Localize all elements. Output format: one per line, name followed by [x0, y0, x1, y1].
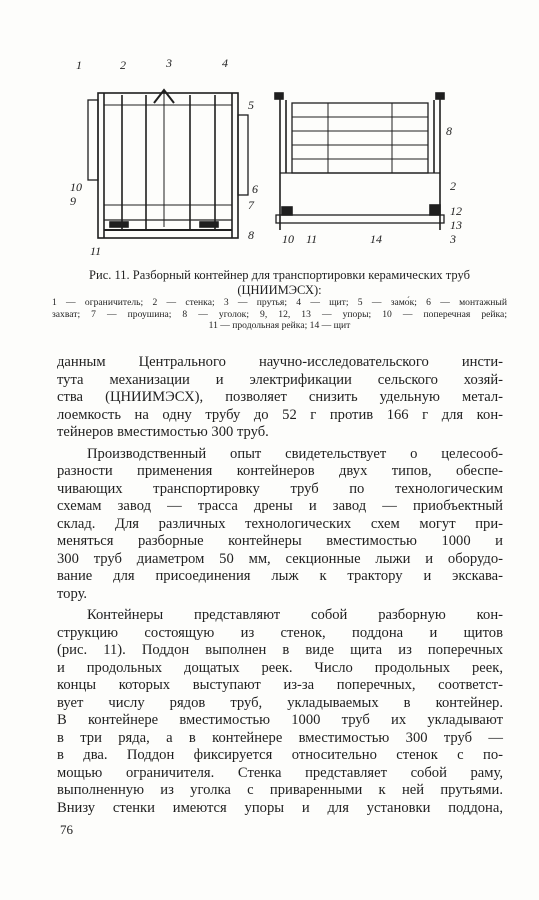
body-line: тута механизации и электрификации сельского хозяй-: [57, 371, 503, 388]
figure-callouts: [70, 56, 462, 258]
page-number: 76: [60, 822, 73, 837]
body-line: вует числу рядов труб, укладываемых в контейнер.: [57, 694, 503, 711]
body-line: склад. Для различных технологических схем могут при-: [57, 515, 503, 532]
body-line: данным Центрального научно-исследовательского инсти-: [57, 354, 503, 370]
figure-caption: Рис. 11. Разборный контейнер для транспортировки керамических труб (ЦНИИМЭСХ):: [89, 268, 470, 297]
callout-10: 7: [248, 198, 254, 212]
container-figure: [70, 55, 490, 265]
body-line: концы которых выступают из-за поперечных, соответст-: [57, 677, 503, 693]
body-line: чивающих транспортировку труб по технологическим: [57, 480, 503, 497]
body-line: тору.: [57, 585, 88, 602]
callout-7: 4: [222, 56, 228, 70]
callout-8-right: 8: [446, 124, 452, 138]
body-text: [57, 354, 503, 817]
callout-2-right: 2: [450, 179, 456, 193]
callout-4: 1: [76, 58, 82, 72]
callout-9: 6: [252, 182, 258, 196]
callout-2: 9: [70, 194, 76, 208]
callout-10-right: 10: [282, 232, 294, 246]
body-line: Контейнеры представляют собой разборную кон-: [87, 607, 503, 623]
body-line: выполненную из уголка с приваренными к ней прутьями.: [57, 782, 503, 798]
body-line: В контейнере вместимостью 1000 труб их укладывают: [57, 712, 503, 728]
body-line: Производственный опыт свидетельствует о целесооб-: [87, 445, 503, 462]
body-line: Внизу стенки имеются упоры и для установки поддона,: [57, 799, 503, 816]
figure-legend: [52, 297, 507, 332]
body-line: меняться разборные контейнеры вместимостью 1000 и: [57, 533, 503, 549]
callout-14: 14: [370, 232, 382, 246]
callout-6: 3: [166, 56, 172, 70]
body-line: струкцию состоящую из стенок, поддона и щитов: [57, 624, 503, 641]
body-line: и продольных дощатых реек. Число продольных реек,: [57, 659, 503, 676]
body-line: в два. Поддон фиксируется относительно стенок с по-: [57, 747, 503, 763]
body-line: лоемкость на одну трубу до 52 г против 166 г для кон-: [57, 406, 503, 423]
legend-line: 11 — продольная рейка; 14 — щит: [208, 320, 351, 331]
legend-line: захват; 7 — проушина; 8 — уголок; 9, 12, 13 — упоры; 10 — поперечная рейка;: [52, 308, 507, 320]
callout-1: 11: [90, 244, 102, 258]
legend-line: 1 — ограничитель; 2 — стенка; 3 — прутья; 4 — щит; 5 — замо́к; 6 — монтажный: [52, 297, 507, 308]
container-drawing: [70, 55, 490, 265]
body-line: ства (ЦНИИМЭСХ), позволяет снизить удельную метал-: [57, 389, 503, 405]
callout-11: 8: [248, 228, 254, 242]
callout-12: 12: [450, 204, 462, 218]
body-line: схемам завод — трасса дрены и завод — приобъектный: [57, 498, 503, 514]
body-line: в три ряда, а в контейнере вместимостью 300 труб —: [57, 729, 503, 746]
body-line: тейнеров вместимостью 300 труб.: [57, 424, 269, 440]
callout-11-right: 11: [306, 232, 318, 246]
callout-5: 2: [120, 58, 126, 72]
callout-3-right: 3: [450, 232, 456, 246]
body-line: разности применения контейнеров двух типов, обеспе-: [57, 463, 503, 479]
callout-8: 5: [248, 98, 254, 112]
body-line: мощью ограничителя. Стенка представляет собой раму,: [57, 764, 503, 781]
body-line: 300 труб диаметром 50 мм, секционные лыжи и оборудо-: [57, 550, 503, 567]
left-frame: [98, 93, 238, 238]
body-line: (рис. 11). Поддон выполнен в виде щита из поперечных: [57, 642, 503, 658]
body-line: вание для присоединения лыж к трактору и экскава-: [57, 568, 503, 584]
callout-3: 10: [70, 180, 82, 194]
callout-13: 13: [450, 218, 462, 232]
